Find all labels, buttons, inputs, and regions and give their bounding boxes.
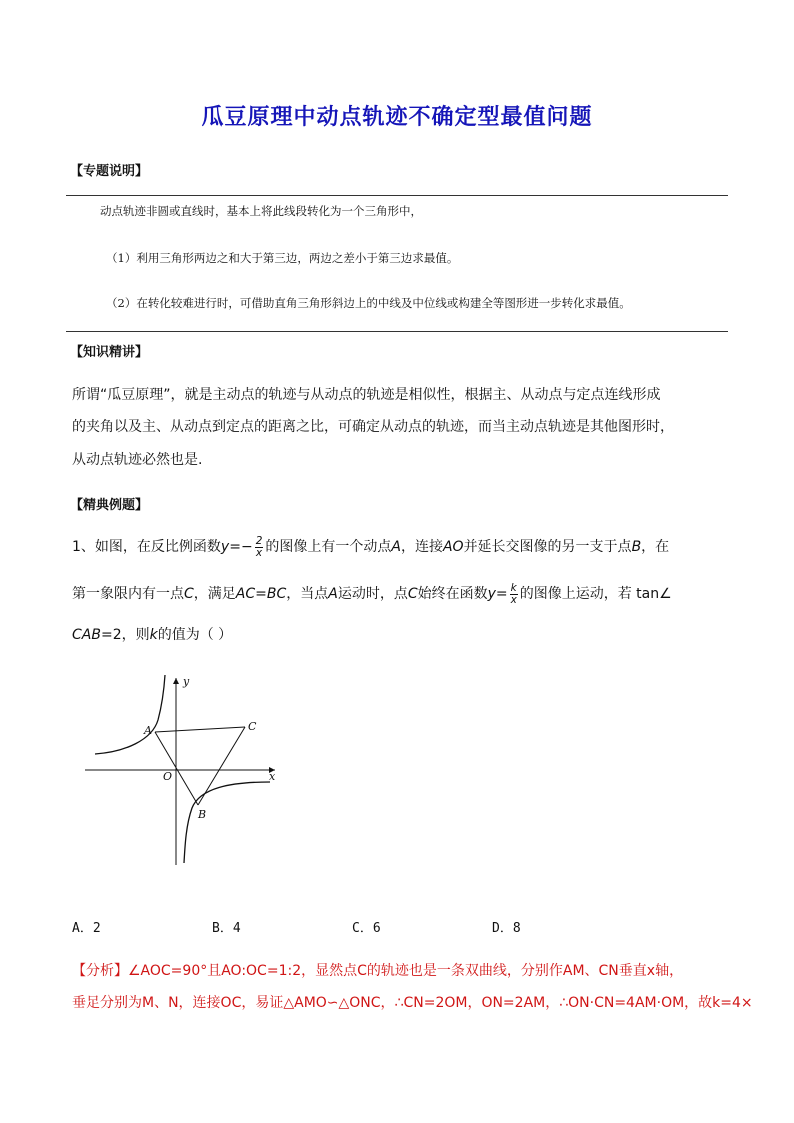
q-var-b: B: [631, 539, 642, 555]
page-title: 瓜豆原理中动点轨迹不确定型最值问题: [201, 105, 593, 130]
q-var-ao: AO: [442, 539, 464, 555]
q-var-c: C: [407, 586, 418, 602]
q-var-cab: CAB: [72, 627, 101, 643]
topic-line-3: （2）在转化较难进行时，可借助直角三角形斜边上的中线及中位线或构建全等图形进一步转化求最值。: [106, 296, 631, 310]
topic-line-1: 动点轨迹非圆或直线时，基本上将此线段转化为一个三角形中，: [100, 204, 422, 218]
q-var-c: C: [184, 586, 194, 602]
option-a: A．2: [72, 921, 101, 936]
q-text: 的图像上有一个动点: [265, 539, 392, 555]
analysis-line-2: 垂足分别为M、N，连接OC，易证△AMO∽△ONC，∴CN=2OM，ON=2AM，∴ON·CN=4AM·OM，故k=4×: [72, 995, 753, 1011]
fraction-numerator: k: [510, 581, 517, 594]
hyperbola-branch-lower-right: [184, 782, 270, 863]
hyperbola-figure: [80, 670, 290, 870]
fraction-denominator: x: [510, 593, 517, 606]
q-text: 第一象限内有一点: [72, 586, 184, 602]
q-text: ，当点: [286, 586, 329, 602]
q-text: 运动时，点: [337, 586, 408, 602]
q-text: 始终在函数: [417, 586, 488, 602]
q-var-y: y: [487, 586, 496, 602]
segment-bc: [198, 727, 245, 805]
question-line-1: [72, 533, 669, 561]
q-var-k: k: [149, 627, 158, 643]
option-b: B．4: [212, 921, 241, 936]
question-line-3: [72, 624, 232, 644]
fraction-k-over-x: [510, 583, 518, 606]
q-text: ，连接: [400, 539, 443, 555]
knowledge-line-2: 的夹角以及主、从动点到定点的距离之比，可确定从动点的轨迹，而当主动点轨迹是其他图形时，: [72, 419, 674, 435]
divider-bottom: [66, 331, 728, 332]
analysis-line-1: 【分析】∠AOC=90°且AO:OC=1:2，显然点C的轨迹也是一条双曲线，分别作AM、CN垂直x轴，: [72, 963, 684, 979]
q-text: ，满足: [193, 586, 236, 602]
option-d: D．8: [492, 921, 521, 936]
fraction-denominator: x: [255, 546, 263, 559]
q-var-a: A: [328, 586, 338, 602]
segment-ac: [155, 727, 245, 732]
section-heading-knowledge: 【知识精讲】: [70, 345, 149, 360]
question-line-2: [72, 580, 672, 608]
label-b: B: [198, 808, 207, 821]
q-var-y: y: [220, 539, 230, 555]
label-c: C: [248, 720, 257, 733]
divider-top: [66, 195, 728, 196]
q-text: =2，则: [100, 627, 150, 643]
fraction-numerator: 2: [255, 534, 263, 547]
label-y: y: [183, 675, 190, 688]
label-o: O: [163, 770, 173, 783]
hyperbola-branch-upper-left: [95, 675, 165, 754]
section-heading-topic: 【专题说明】: [70, 164, 149, 179]
q-text: 的值为（ ）: [157, 627, 233, 643]
option-c: C．6: [352, 921, 381, 936]
q-text: 的图像上运动，若 tan∠: [519, 586, 672, 602]
q-text: 1、如图，在反比例函数: [72, 539, 221, 555]
q-var-a: A: [391, 539, 401, 555]
q-text: 并延长交图像的另一支于点: [463, 539, 632, 555]
q-var-acbc: AC=BC: [235, 586, 287, 602]
label-a: A: [144, 724, 152, 737]
topic-line-2: （1）利用三角形两边之和大于第三边，两边之差小于第三边求最值。: [106, 251, 459, 265]
q-text: ，在: [641, 539, 670, 555]
label-x: x: [269, 770, 276, 783]
knowledge-line-1: 所谓“瓜豆原理”，就是主动点的轨迹与从动点的轨迹是相似性，根据主、从动点与定点连线形成: [72, 387, 661, 403]
q-eq: =−: [229, 539, 253, 555]
knowledge-line-3: 从动点轨迹必然也是.: [72, 452, 203, 468]
q-eq: =: [495, 586, 508, 602]
section-heading-examples: 【精典例题】: [70, 498, 149, 513]
fraction-neg-2-over-x: [255, 536, 264, 559]
